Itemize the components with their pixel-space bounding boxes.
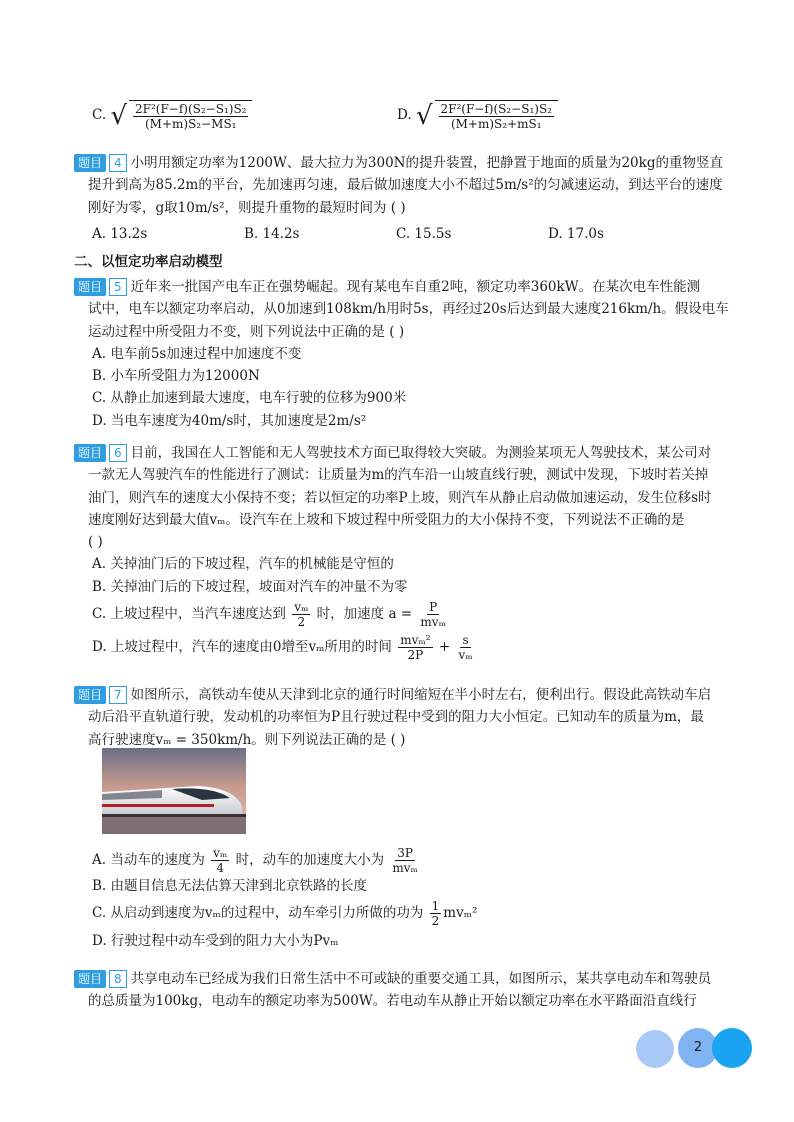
- option-b: B. 由题目信息无法估算天津到北京铁路的长度: [92, 878, 368, 894]
- question-line: [74, 276, 740, 298]
- denominator: vₘ: [458, 647, 473, 662]
- option-a: A. 电车前5s加速过程中加速度不变: [92, 345, 302, 362]
- option-label: D.: [397, 107, 412, 123]
- question-text: 一款无人驾驶汽车的性能进行了测试：让质量为m的汽车沿一山坡直线行驶，测试中发现，下坡时若关掉: [88, 467, 709, 484]
- question-text: 油门，则汽车的速度大小保持不变；若以恒定的功率P上坡，则汽车从静止启动做加速运动，发生位移s时: [88, 489, 712, 506]
- question-number: 5: [109, 278, 127, 296]
- question-tag: 题目: [74, 154, 106, 172]
- options-row: [74, 223, 740, 245]
- option-c: [74, 899, 740, 928]
- numerator: 3P: [397, 846, 413, 860]
- option-d: D. 当电车速度为40m/s时，其加速度是2m/s²: [92, 412, 367, 429]
- question-tag: 题目: [74, 444, 106, 462]
- question-tag: 题目: [74, 970, 106, 988]
- plus-sign: +: [438, 638, 451, 655]
- sqrt-sign: √: [415, 100, 433, 131]
- question-text: 的总质量为100kg，电动车的额定功率为500W。若电动车从静止开始以额定功率在水平路面沿直线行: [88, 993, 697, 1010]
- option-c: C. 15.5s: [396, 225, 452, 242]
- question-line: [74, 442, 740, 464]
- option-c: C. 从静止加速到最大速度，电车行驶的位移为900米: [92, 390, 407, 407]
- question-number: 7: [109, 686, 127, 704]
- denominator: (M+m)S₂+mS₁: [450, 117, 542, 131]
- section-heading: 二、以恒定功率启动模型: [74, 254, 223, 270]
- numerator: s: [462, 632, 469, 647]
- question-text: ( ): [88, 534, 103, 551]
- option-b: B. 14.2s: [244, 225, 300, 242]
- page-number: 2: [678, 1028, 718, 1068]
- question-text: 小明用额定功率为1200W、最大拉力为300N的提升装置，把静置于地面的质量为20kg的重物竖直: [130, 155, 723, 171]
- question-text: 如图所示，高铁动车使从天津到北京的通行时间缩短在半小时左右，便利出行。假设此高铁动车启: [130, 687, 712, 703]
- option-text: A. 当动车的速度为: [92, 852, 205, 868]
- fraction: [292, 600, 310, 629]
- question-line: [74, 684, 740, 706]
- question-text: 目前，我国在人工智能和无人驾驶技术方面已取得较大突破。为测验某项无人驾驶技术，某公司对: [130, 445, 712, 461]
- question-line: [74, 968, 740, 990]
- question-6: [74, 442, 740, 662]
- question-number: 4: [109, 154, 127, 172]
- question-text: 近年来一批国产电车正在强势崛起。现有某电车自重2吨，额定功率360kW。在某次电车性能测: [130, 279, 701, 295]
- option-text: 时，加速度 a =: [316, 605, 413, 622]
- numerator: 1: [431, 899, 440, 914]
- numerator: vₘ: [294, 599, 309, 614]
- fraction: [390, 846, 420, 875]
- option-text: D. 上坡过程中，汽车的速度由0增至vₘ所用的时间: [92, 638, 392, 655]
- option-c: [74, 600, 740, 629]
- denominator: mvₘ: [392, 861, 418, 875]
- sqrt-expression: [110, 100, 254, 131]
- denominator: 2P: [407, 647, 424, 662]
- question-text: 动后沿平直轨道行驶，发动机的功率恒为P且行驶过程中受到的阻力大小恒定。已知动车的质量为m，最: [88, 709, 704, 726]
- option-d-formula: [397, 100, 560, 131]
- question-text: 提升到高为85.2m的平台，先加速再匀速，最后做加速度大小不超过5m/s²的匀减速运动，到达平台的速度: [88, 177, 723, 194]
- sqrt-sign: √: [110, 100, 128, 131]
- option-c-formula: [92, 100, 254, 131]
- fraction: [430, 899, 442, 928]
- fraction: [129, 100, 252, 131]
- question-tag: 题目: [74, 278, 106, 296]
- option-d: [74, 633, 740, 662]
- badge-circle-light: [636, 1030, 674, 1068]
- numerator: vₘ: [213, 846, 228, 860]
- denominator: (M+m)S₂−MS₁: [145, 117, 237, 131]
- question-tag: 题目: [74, 686, 106, 704]
- question-text: 试中，电车以额定功率启动，从0加速到108km/h用时5s，再经过20s后达到最大速度216km/h。假设电车: [88, 301, 729, 318]
- fraction: [418, 600, 448, 629]
- denominator: mvₘ: [420, 614, 446, 629]
- question-7: [74, 684, 740, 751]
- fraction: [435, 100, 558, 131]
- numerator: 2F²(F−f)(S₂−S₁)S₂: [135, 102, 247, 116]
- question-number: 8: [109, 970, 127, 988]
- numerator: mvₘ²: [400, 632, 431, 647]
- denominator: 2: [297, 614, 306, 629]
- option-text: mvₘ²: [443, 905, 478, 922]
- question-number: 6: [109, 444, 127, 462]
- question-4: [74, 152, 740, 245]
- question-text: 刚好为零，g取10m/s²，则提升重物的最短时间为 ( ): [88, 199, 406, 216]
- denominator: 4: [216, 861, 225, 875]
- option-text: C. 从启动到速度为vₘ的过程中，动车牵引力所做的功为: [92, 905, 424, 922]
- option-label: C.: [92, 107, 107, 123]
- question-8: [74, 968, 740, 1013]
- option-text: C. 上坡过程中，当汽车速度达到: [92, 605, 286, 622]
- question-line: [74, 152, 740, 174]
- high-speed-train-image: [102, 748, 246, 834]
- question-text: 高行驶速度vₘ = 350km/h。则下列说法正确的是 ( ): [88, 731, 406, 748]
- denominator: 2: [431, 914, 440, 929]
- question-text: 速度刚好达到最大值vₘ。设汽车在上坡和下坡过程中所受阻力的大小保持不变，下列说法不正确的是: [88, 511, 685, 528]
- fraction: [211, 846, 229, 875]
- train-photo: [102, 748, 246, 834]
- question-text: 运动过程中所受阻力不变，则下列说法中正确的是 ( ): [88, 323, 405, 340]
- option-b: B. 小车所受阻力为12000N: [92, 368, 260, 385]
- fraction: [398, 633, 432, 662]
- question-7-options: [74, 846, 740, 953]
- option-d: D. 17.0s: [548, 225, 604, 242]
- numerator: P: [429, 599, 438, 614]
- question-5: [74, 276, 740, 432]
- fraction: [456, 633, 474, 662]
- option-a: [74, 846, 740, 875]
- option-a: A. 13.2s: [92, 225, 148, 242]
- question-text: 共享电动车已经成为我们日常生活中不可或缺的重要交通工具，如图所示，某共享电动车和驾驶员: [130, 971, 712, 987]
- option-text: 时，动车的加速度大小为: [235, 852, 385, 868]
- option-b: B. 关掉油门后的下坡过程，坡面对汽车的冲量不为零: [92, 578, 408, 595]
- numerator: 2F²(F−f)(S₂−S₁)S₂: [440, 102, 552, 116]
- option-a: A. 关掉油门后的下坡过程，汽车的机械能是守恒的: [92, 556, 394, 573]
- badge-circle-dark: [712, 1028, 752, 1068]
- option-d: D. 行驶过程中动车受到的阻力大小为Pvₘ: [92, 933, 339, 950]
- sqrt-expression: [416, 100, 560, 131]
- page-number-badge: [636, 1028, 752, 1068]
